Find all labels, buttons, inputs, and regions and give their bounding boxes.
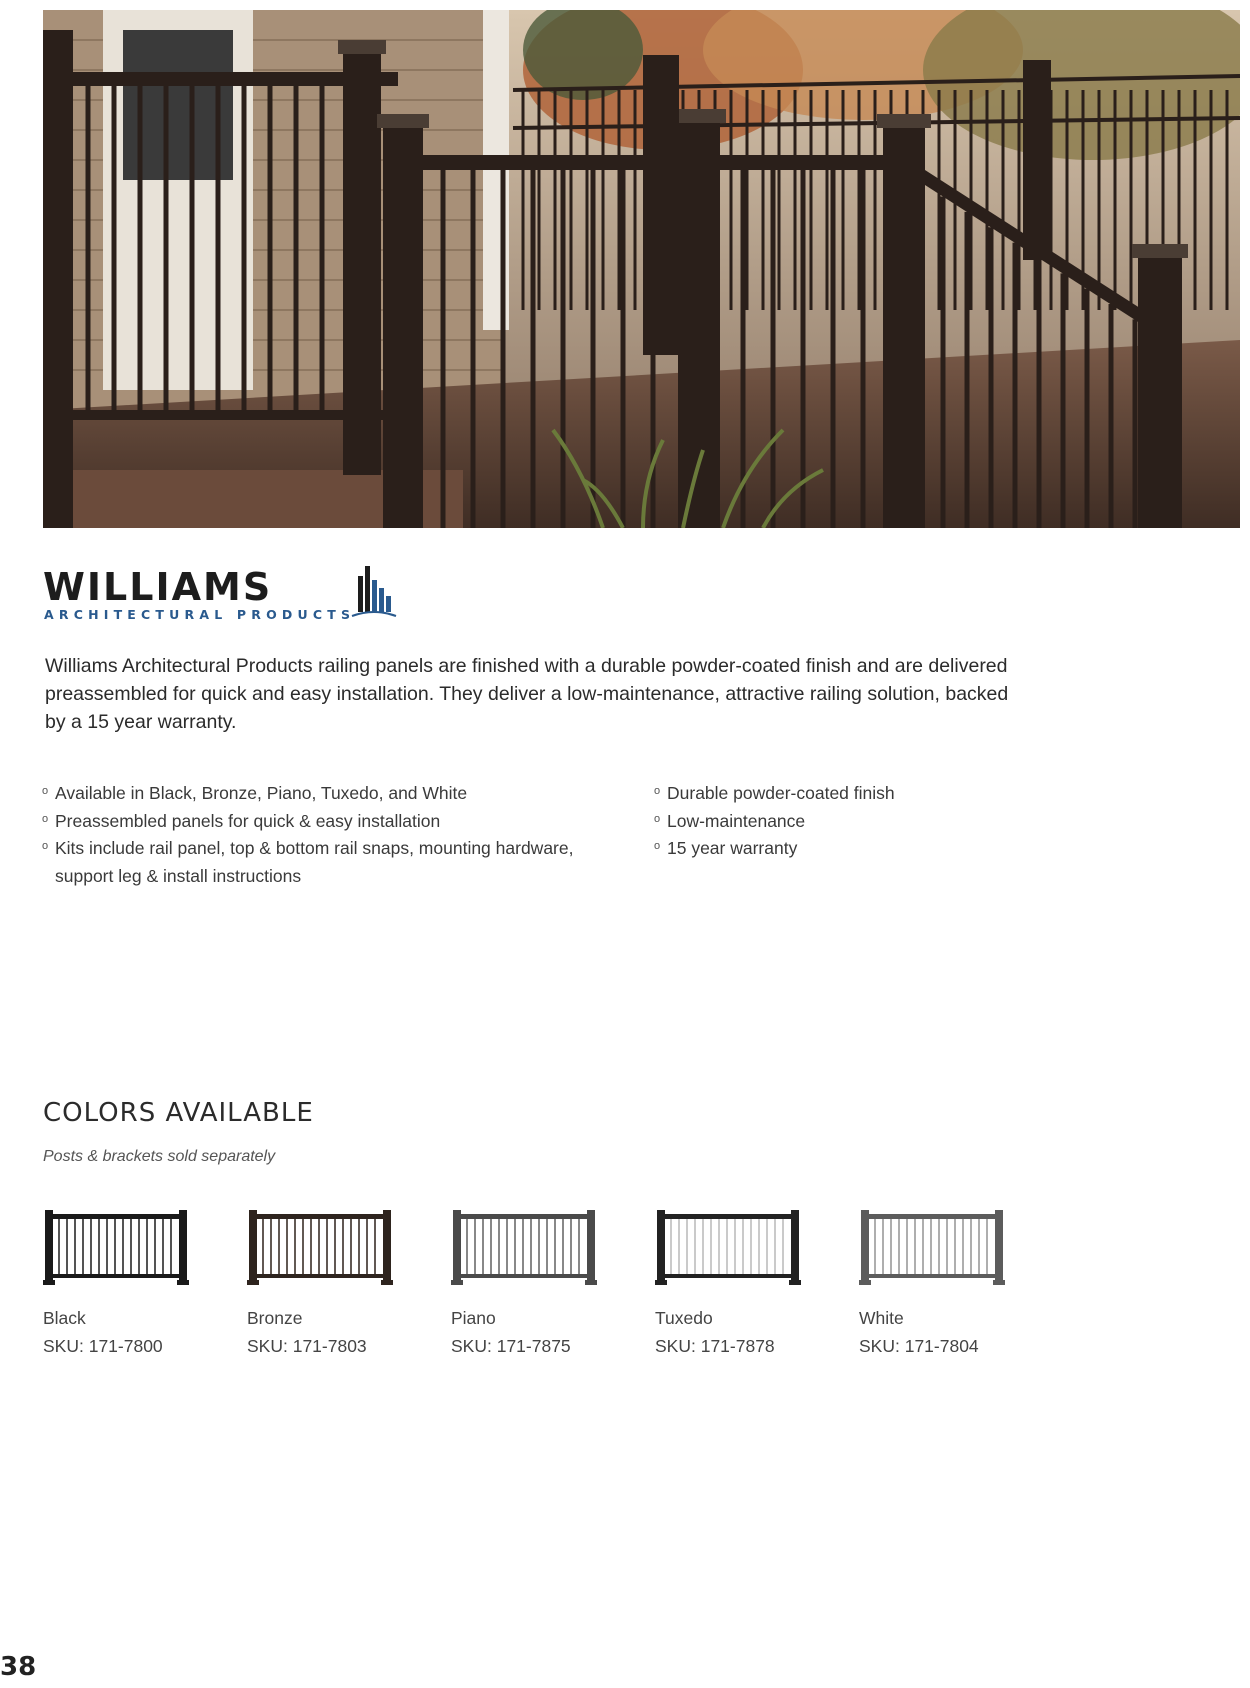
railing-deck-photo-icon <box>43 10 1240 528</box>
bullet-icon: o <box>654 785 661 797</box>
swatch-name: Black <box>43 1308 86 1328</box>
railing-panel-icon <box>43 1208 189 1288</box>
building-bars-icon <box>350 566 398 618</box>
feature-lists <box>42 780 1042 900</box>
feature-item <box>42 835 602 890</box>
feature-list-left <box>42 780 602 890</box>
bullet-icon: o <box>42 812 49 825</box>
swatch-sku: SKU: 171-7803 <box>247 1336 367 1356</box>
feature-text: 15 year warranty <box>667 838 798 858</box>
color-swatch-piano <box>451 1208 601 1356</box>
swatch-sku: SKU: 171-7878 <box>655 1336 775 1356</box>
color-swatch-tuxedo <box>655 1208 805 1356</box>
color-swatch-bronze <box>247 1208 397 1356</box>
bullet-icon: o <box>654 812 661 825</box>
page-number: 38 <box>0 1652 37 1682</box>
feature-item <box>654 835 1054 863</box>
feature-text: Available in Black, Bronze, Piano, Tuxedo, and White <box>55 783 468 803</box>
feature-item <box>654 808 1054 836</box>
intro-paragraph: Williams Architectural Products railing panels are finished with a durable powder-coated finish and are delivered preassembled for quick and easy installation. They deliver a low-maintenance, attractive railing solution, backed by a 15 year warranty. <box>45 655 1009 733</box>
railing-panel-icon <box>859 1208 1005 1288</box>
feature-item <box>654 780 1054 808</box>
feature-text: Low-maintenance <box>667 810 806 831</box>
bullet-icon: o <box>654 840 661 852</box>
swatch-name: Piano <box>451 1308 496 1328</box>
feature-item <box>42 780 602 808</box>
swatch-name: White <box>859 1308 904 1328</box>
feature-item <box>42 808 602 836</box>
feature-text: Kits include rail panel, top & bottom rail snaps, mounting hardware, support leg & install instructions <box>55 838 574 886</box>
feature-text: Preassembled panels for quick & easy installation <box>55 810 441 831</box>
hero-photo <box>43 10 1240 528</box>
railing-panel-icon <box>451 1208 597 1288</box>
swatch-name: Tuxedo <box>655 1308 713 1328</box>
railing-panel-icon <box>247 1208 393 1288</box>
feature-text: Durable powder-coated finish <box>667 783 895 803</box>
color-swatch-black <box>43 1208 193 1356</box>
feature-list-right <box>654 780 1054 863</box>
swatch-sku: SKU: 171-7875 <box>451 1336 571 1356</box>
swatch-name: Bronze <box>247 1308 303 1328</box>
swatch-sku: SKU: 171-7800 <box>43 1336 163 1356</box>
swatch-sku: SKU: 171-7804 <box>859 1336 979 1356</box>
railing-panel-icon <box>655 1208 801 1288</box>
colors-note: Posts & brackets sold separately <box>43 1148 276 1165</box>
brand-subtitle: ARCHITECTURAL PRODUCTS <box>44 607 356 622</box>
colors-heading: COLORS AVAILABLE <box>43 1098 314 1128</box>
bullet-icon: o <box>42 840 49 852</box>
bullet-icon: o <box>42 785 49 797</box>
brand-wordmark: WILLIAMS <box>43 565 273 609</box>
color-swatch-white <box>859 1208 1009 1356</box>
